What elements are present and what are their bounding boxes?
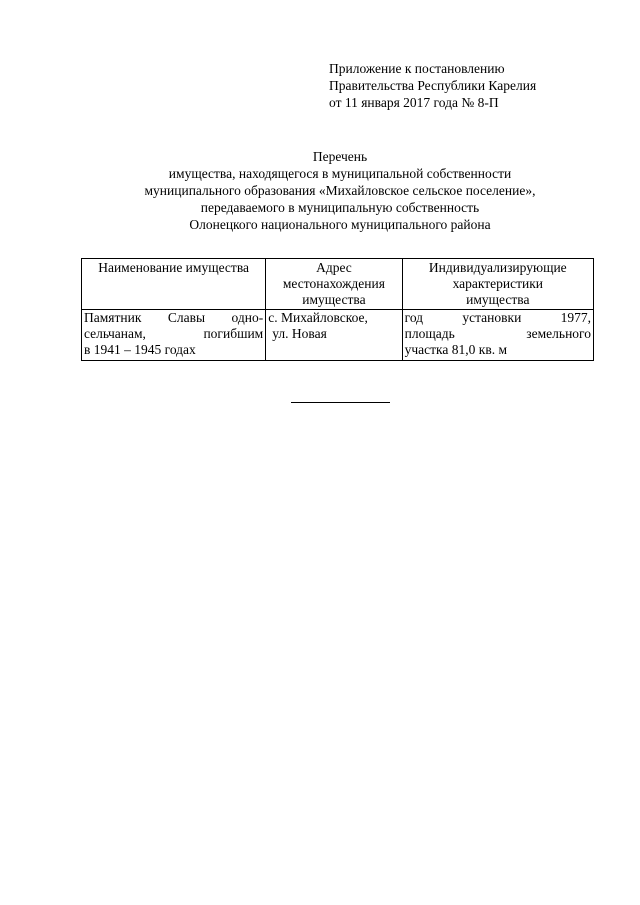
header-address-line-2: местонахождения bbox=[282, 276, 385, 291]
cell-chars-line-2: площадь земельного bbox=[404, 326, 591, 341]
cell-name-line-1: Памятник Славы одно- bbox=[84, 310, 264, 325]
appendix-line-1: Приложение к постановлению bbox=[329, 61, 505, 76]
cell-address-line-1: с. Михайловское, bbox=[268, 310, 368, 325]
header-name-text: Наименование имущества bbox=[98, 260, 250, 275]
cell-chars-line-1: год установки 1977, bbox=[404, 310, 591, 325]
cell-name-line-2: сельчанам, погибшим bbox=[84, 326, 264, 341]
title-heading: Перечень bbox=[312, 149, 368, 164]
cell-name-line-3: в 1941 – 1945 годах bbox=[84, 342, 196, 357]
appendix-line-2: Правительства Республики Карелия bbox=[329, 78, 537, 93]
table-row bbox=[82, 310, 594, 361]
cell-address-line-2: ул. Новая bbox=[272, 326, 327, 341]
table-header-row bbox=[82, 259, 594, 310]
title-line-2: муниципального образования «Михайловское сельское поселение», bbox=[144, 183, 536, 198]
cell-address bbox=[266, 310, 402, 361]
appendix-line-3: от 11 января 2017 года № 8-П bbox=[329, 95, 499, 110]
header-characteristics bbox=[402, 259, 593, 310]
header-chars-line-1: Индивидуализирующие bbox=[428, 260, 567, 275]
header-chars-line-2: характеристики bbox=[452, 276, 544, 291]
title-line-4: Олонецкого национального муниципального района bbox=[189, 217, 491, 232]
title-line-1: имущества, находящегося в муниципальной собственности bbox=[168, 166, 512, 181]
header-address-line-3: имущества bbox=[302, 292, 366, 307]
cell-characteristics bbox=[402, 310, 593, 361]
title-line-3: передаваемого в муниципальную собственность bbox=[200, 200, 480, 215]
document-title bbox=[80, 148, 600, 233]
header-address-line-1: Адрес bbox=[316, 260, 352, 275]
header-chars-line-3: имущества bbox=[466, 292, 530, 307]
appendix-block bbox=[329, 60, 536, 111]
header-name bbox=[82, 259, 266, 310]
cell-chars-line-3: участка 81,0 кв. м bbox=[404, 342, 507, 357]
property-table bbox=[81, 258, 594, 361]
header-address bbox=[266, 259, 402, 310]
closing-rule bbox=[291, 402, 390, 403]
cell-name bbox=[82, 310, 266, 361]
